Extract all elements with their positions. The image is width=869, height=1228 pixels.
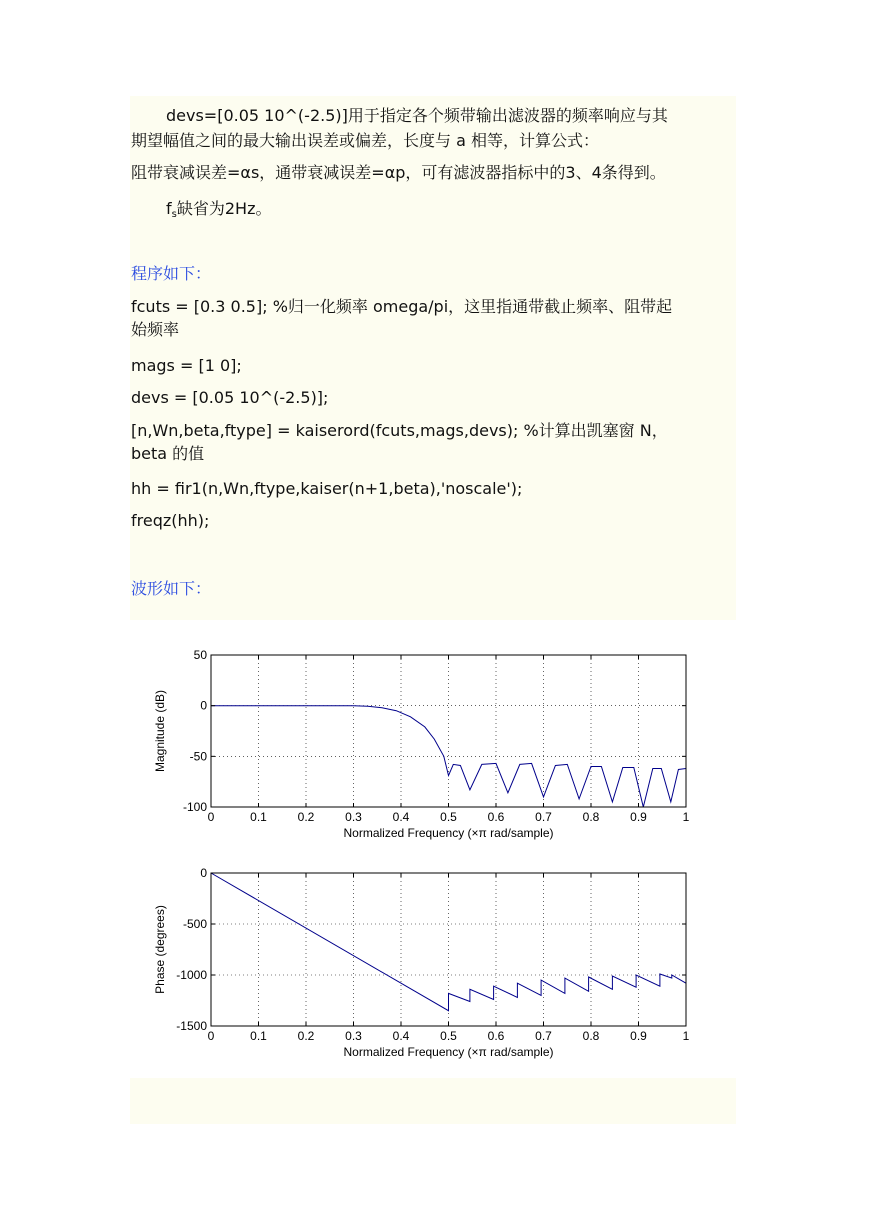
document-panel-bottom [130,1078,736,1124]
chart1-xtick-label-10: 1 [682,810,690,824]
chart1-ytick-label-2: 0 [200,698,207,713]
chart2-xtick-label-4: 0.4 [392,1029,410,1043]
chart1-xtick-label-9: 0.9 [630,810,647,824]
chart2-ytick-label-3: 0 [200,866,207,880]
code-fcuts-line-2: 始频率 [131,320,180,339]
chart2-xtick-label-2: 0.2 [297,1029,315,1043]
chart1-xtick-label-6: 0.6 [487,810,505,824]
chart1-xtick-label-7: 0.7 [535,810,552,824]
chart1-ytick-label-1: -50 [189,749,207,764]
code-kaiserord-line-1: [n,Wn,beta,ftype] = kaiserord(fcuts,mags,devs); %计算出凯塞窗 N， [131,421,668,440]
chart2-ytick-label-2: -500 [182,917,207,931]
chart1-xtick-label-1: 0.1 [250,810,267,824]
chart2-xtick-label-9: 0.9 [630,1029,647,1043]
devs-description-line-2: 期望幅值之间的最大输出误差或偏差，长度与 a 相等，计算公式： [131,131,599,150]
chart1-ytick-label-0: -100 [182,800,207,814]
chart2-xtick-label-6: 0.6 [487,1029,505,1043]
code-freqz: freqz(hh); [131,511,210,530]
chart1-ytick-label-3: 50 [193,648,207,662]
freqz-figure [130,640,736,1078]
fs-subscript: s [171,209,177,220]
chart1-xlabel: Normalized Frequency (×π rad/sample) [343,826,554,840]
chart2-ylabel: Phase (degrees) [153,905,167,994]
fs-symbol: f [166,199,172,218]
chart2-ytick-label-0: -1500 [176,1019,207,1033]
chart2-xtick-label-5: 0.5 [440,1029,457,1043]
formula-line: 阻带衰减误差=αs，通带衰减误差=αp，可有滤波器指标中的3、4条得到。 [131,163,666,182]
devs-description-line-1: devs=[0.05 10^(-2.5)]用于指定各个频带输出滤波器的频率响应与其 [166,106,668,125]
chart1-xtick-label-4: 0.4 [392,810,410,824]
chart2-ytick-label-1: -1000 [176,968,207,982]
program-heading: 程序如下： [131,264,212,283]
chart2-xtick-label-8: 0.8 [582,1029,600,1043]
fs-default-text: 缺省为2Hz。 [176,199,272,218]
chart2-xtick-label-0: 0 [207,1029,215,1043]
waveform-heading: 波形如下： [131,579,212,598]
code-mags: mags = [1 0]; [131,356,242,375]
chart1-xtick-label-3: 0.3 [345,810,362,824]
code-fir1: hh = fir1(n,Wn,ftype,kaiser(n+1,beta),'noscale'); [131,479,523,498]
code-kaiserord-line-2: beta 的值 [131,444,205,463]
chart1-xtick-label-5: 0.5 [440,810,457,824]
chart2-xtick-label-3: 0.3 [345,1029,362,1043]
chart2-xtick-label-10: 1 [682,1029,690,1043]
chart2-xlabel: Normalized Frequency (×π rad/sample) [343,1045,554,1059]
fs-default-line [166,199,271,225]
chart2-xtick-label-1: 0.1 [250,1029,267,1043]
chart1-ylabel: Magnitude (dB) [153,689,167,773]
code-devs: devs = [0.05 10^(-2.5)]; [131,388,329,407]
chart1-xtick-label-0: 0 [207,810,215,824]
chart1-xtick-label-2: 0.2 [297,810,315,824]
chart2-xtick-label-7: 0.7 [535,1029,552,1043]
chart1-xtick-label-8: 0.8 [582,810,600,824]
code-fcuts-line-1: fcuts = [0.3 0.5]; %归一化频率 omega/pi，这里指通带截止频率、阻带起 [131,297,673,316]
